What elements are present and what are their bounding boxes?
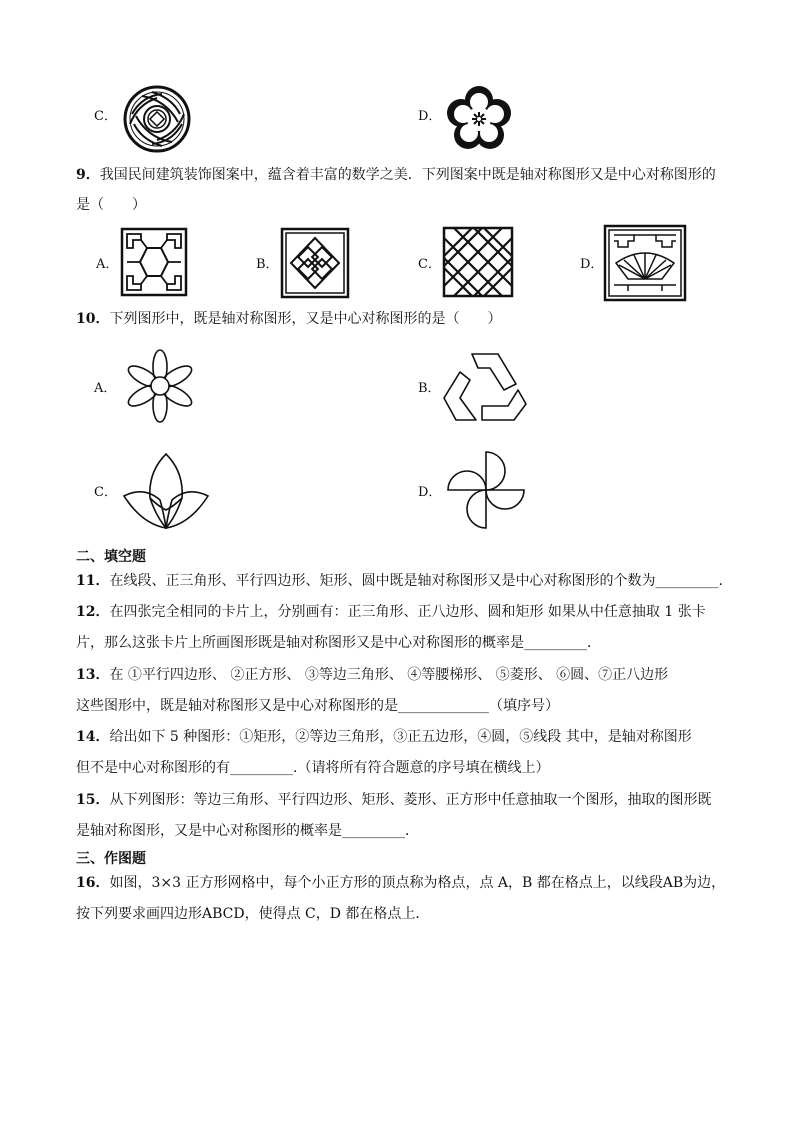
question-12-line-1 <box>76 603 706 621</box>
hexagon-lattice-figure <box>121 228 187 296</box>
question-15-number: 15． <box>76 792 110 808</box>
question-10-text: 下列图形中，既是轴对称图形，又是中心对称图形的是（ ） <box>109 311 502 327</box>
question-10-number: 10． <box>76 311 110 327</box>
question-16-line-1 <box>76 874 725 892</box>
question-12-line-2: 片，那么这张卡片上所画图形既是轴对称图形又是中心对称图形的概率是_________． <box>76 635 601 651</box>
option-d-label-q10: D． <box>418 485 442 500</box>
fan-window-figure <box>604 225 686 301</box>
question-12-number: 12． <box>76 604 110 620</box>
question-9-number: 9． <box>76 167 100 183</box>
pinwheel-figure <box>444 448 528 532</box>
option-c-label-q10: C． <box>94 485 117 500</box>
question-13-line-2: 这些图形中，既是轴对称图形又是中心对称图形的是_____________（填序号） <box>76 698 559 714</box>
lotus-flower-figure <box>120 450 212 532</box>
question-15-line-2: 是轴对称图形，又是中心对称图形的概率是_________． <box>76 823 419 839</box>
question-14-text: 给出如下 5 种图形：①矩形，②等边三角形，③正五边形，④圆，⑤线段 其中，是轴对称图形 <box>109 729 692 745</box>
question-15-text: 从下列图形：等边三角形、平行四边形、矩形、菱形、正方形中任意抽取一个图形，抽取的图形既 <box>109 792 712 808</box>
option-a-label-q9: A． <box>96 257 119 272</box>
option-b-label-q9: B． <box>256 257 279 272</box>
circular-pattern-figure <box>122 84 192 154</box>
section-3-heading: 三、作图题 <box>76 851 146 867</box>
option-c-label-q8: C． <box>94 109 117 124</box>
interlocked-squares-figure <box>281 228 349 298</box>
recycle-triangles-figure <box>442 350 528 424</box>
question-13-number: 13． <box>76 667 110 683</box>
question-9-text: 我国民间建筑装饰图案中，蕴含着丰富的数学之美．下列图案中既是轴对称图形又是中心对称图形的 <box>99 167 716 183</box>
question-12-text: 在四张完全相同的卡片上，分别画有：正三角形、正八边形、圆和矩形 如果从中任意抽取 1 张卡 <box>109 604 706 620</box>
question-9-line-1 <box>76 166 716 184</box>
option-d-label-q9: D． <box>580 257 604 272</box>
question-14-number: 14． <box>76 729 110 745</box>
question-9-line-2: 是（ ） <box>76 197 146 213</box>
question-11-text: 在线段、正三角形、平行四边形、矩形、圆中既是轴对称图形又是中心对称图形的个数为_________. <box>109 573 723 589</box>
question-16-line-2: 按下列要求画四边形ABCD，使得点 C，D 都在格点上． <box>76 906 430 922</box>
question-13-line-1 <box>76 666 668 684</box>
six-petal-flower-figure <box>120 346 200 426</box>
option-b-label-q10: B． <box>418 381 441 396</box>
woven-lattice-figure <box>443 227 513 297</box>
option-a-label-q10: A． <box>94 381 117 396</box>
question-11-number: 11． <box>76 573 110 589</box>
question-13-text: 在 ①平行四边形、 ②正方形、 ③等边三角形、 ④等腰梯形、 ⑤菱形、 ⑥圆、⑦正八边形 <box>109 667 669 683</box>
question-14-line-1 <box>76 728 692 746</box>
question-16-text: 如图，3×3 正方形网格中，每个小正方形的顶点称为格点，点 A，B 都在格点上，以线段AB为边， <box>109 875 726 891</box>
option-d-label-q8: D． <box>418 109 442 124</box>
question-10-line <box>76 310 501 328</box>
plum-blossom-figure <box>444 84 514 154</box>
section-2-heading: 二、填空题 <box>76 549 146 565</box>
question-14-line-2: 但不是中心对称图形的有_________.（请将所有符合题意的序号填在横线上） <box>76 760 550 776</box>
question-11-line <box>76 572 723 590</box>
option-c-label-q9: C． <box>418 257 441 272</box>
question-16-number: 16． <box>76 875 110 891</box>
question-15-line-1 <box>76 791 711 809</box>
